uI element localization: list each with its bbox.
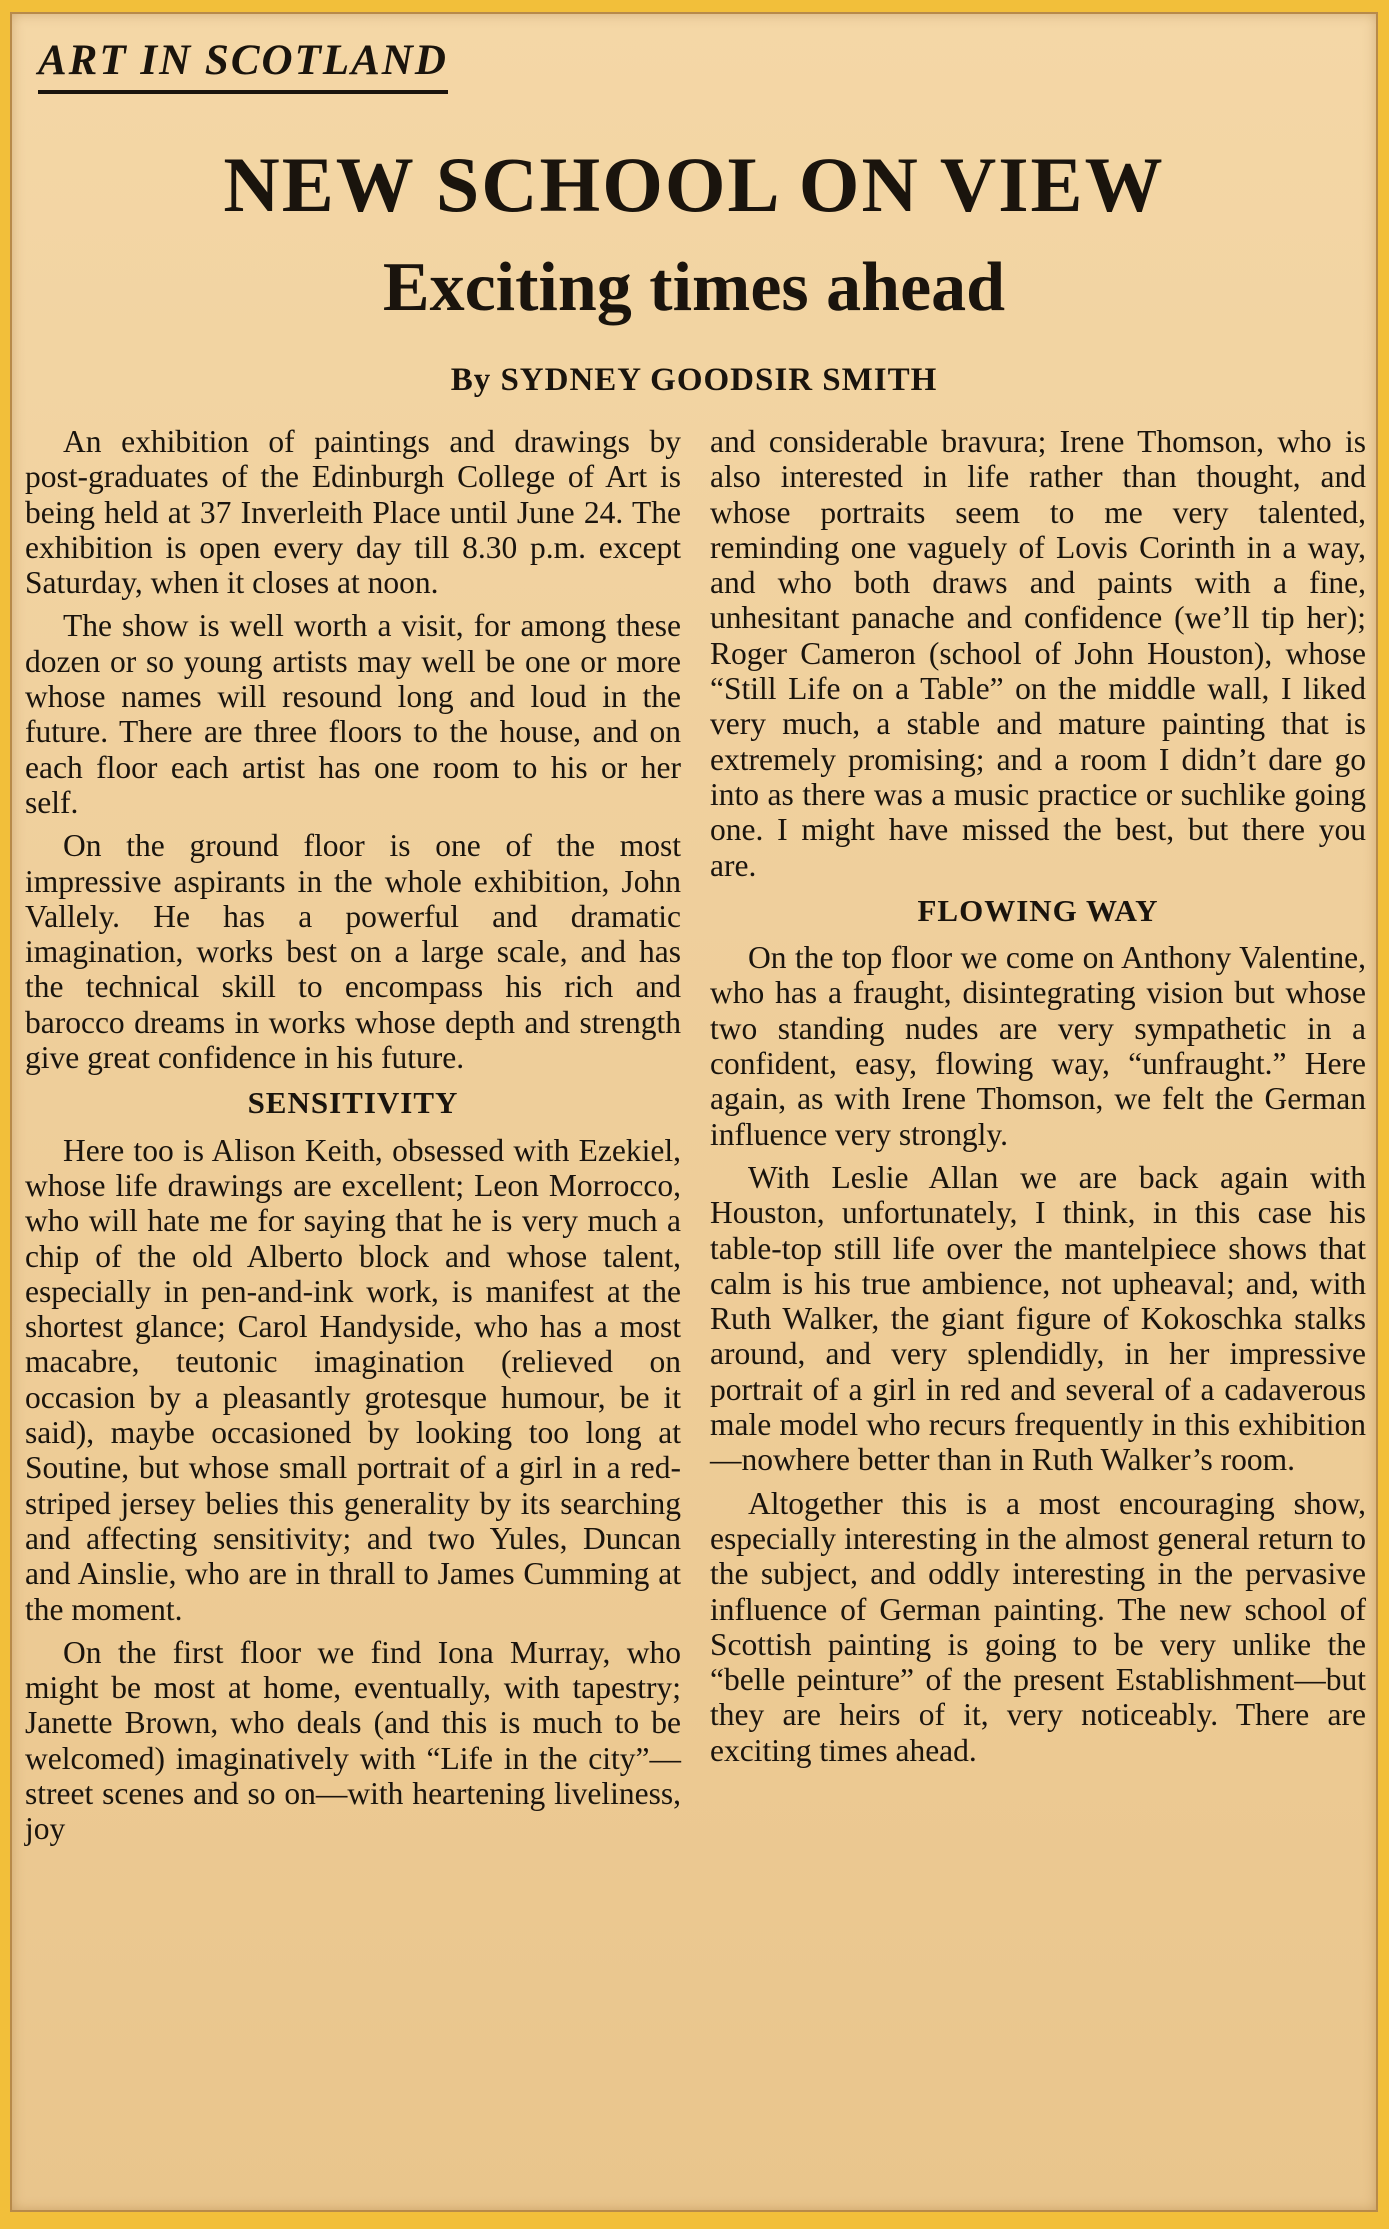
byline: By SYDNEY GOODSIR SMITH — [450, 362, 938, 398]
headline: NEW SCHOOL ON VIEW — [223, 141, 1165, 228]
paragraph: Altogether this is a most encouraging show, especially interesting in the almost general return to the subject, and oddly interesting in the pervasive influence of German painting. The new school of Scottish painting is going to be very unlike the “belle peinture” of the present Establishment—but they are heirs of it, very noticeably. There are exciting times ahead. — [710, 1485, 1366, 1768]
newspaper-clipping — [10, 12, 1378, 2212]
paragraph: Here too is Alison Keith, obsessed with Ezekiel, whose life drawings are excellent; Leon Morrocco, who will hate me for saying that he is very much a chip of the old Alberto block and whose talent, especially in pen-and-ink work, is manifest at the shortest glance; Carol Handyside, who has a most macabre, teutonic imagination (relieved on occasion by a pleasantly grotesque humour, be it said), maybe occasioned by looking too long at Soutine, but whose small portrait of a girl in a red-striped jersey belies this generality by its searching and affecting sensitivity; and two Yules, Duncan and Ainslie, who are in thrall to James Cumming at the moment. — [25, 1132, 681, 1627]
paragraph: On the top floor we come on Anthony Valentine, who has a fraught, disintegrating vision but whose two standing nudes are very sympathetic in a confident, easy, flowing way, “unfraught.” Here again, as with Irene Thomson, we felt the German influence very strongly. — [710, 940, 1366, 1152]
subheading-flowing-way: FLOWING WAY — [917, 892, 1159, 928]
paragraph: With Leslie Allan we are back again with Houston, unfortunately, I think, in this case his table-top still life over the mantelpiece shows that calm is his true ambience, not upheaval; and, with Ruth Walker, the giant figure of Kokoschka stalks around, and very splendidly, in her impressive portrait of a girl in red and several of a cadaverous male model who recurs frequently in this exhibition—nowhere better than in Ruth Walker’s room. — [710, 1159, 1366, 1478]
paragraph: On the first floor we find Iona Murray, who might be most at home, eventually, with tapestry; Janette Brown, who deals (and this is much to be welcomed) imaginatively with “Life in the city”—street scenes and so on—with heartening liveliness, joy — [25, 1634, 681, 1847]
article-column-left — [25, 424, 681, 1847]
subheadline: Exciting times ahead — [382, 249, 1006, 326]
paragraph: An exhibition of paintings and drawings by post-graduates of the Edinburgh College of Art is being held at 37 Inverleith Place until June 24. The exhibition is open every day till 8.30 p.m. except Saturday, when it closes at noon. — [25, 424, 681, 601]
section-kicker: ART IN SCOTLAND — [38, 36, 448, 94]
subheading-sensitivity: SENSITIVITY — [247, 1085, 459, 1121]
paragraph-continued: and considerable bravura; Irene Thomson, who is also interested in life rather than thought, and whose portraits seem to me very talented, reminding one vaguely of Lovis Corinth in a way, and who both draws and paints with a fine, unhesitant panache and confidence (we’ll tip her); Roger Cameron (school of John Houston), whose “Still Life on a Table” on the middle wall, I liked very much, a stable and mature painting that is extremely promising; and a room I didn’t dare go into as there was a music practice or suchlike going one. I might have missed the best, but there you are. — [710, 424, 1366, 883]
paragraph: On the ground floor is one of the most impressive aspirants in the whole exhibition, John Vallely. He has a powerful and dramatic imagination, works best on a large scale, and has the technical skill to encompass his rich and barocco dreams in works whose depth and strength give great confidence in his future. — [25, 828, 681, 1076]
article-column-right — [710, 424, 1366, 1768]
paragraph: The show is well worth a visit, for among these dozen or so young artists may well be one or more whose names will resound long and loud in the future. There are three floors to the house, and on each floor each artist has one room to his or her self. — [25, 608, 681, 820]
